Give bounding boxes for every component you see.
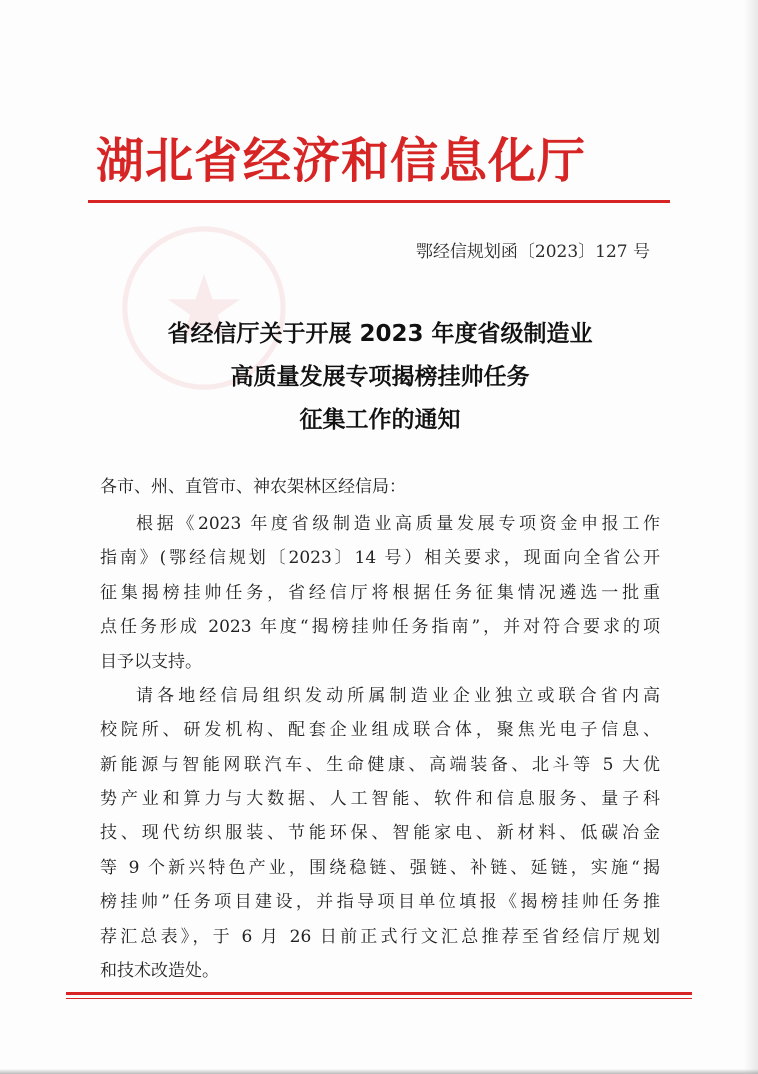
body-line: 和技术改造处。 (100, 961, 219, 981)
body-line: 指南》(鄂经信规划〔2023〕14 号）相关要求，现面向全省公开 (100, 548, 660, 569)
page-edge-shadow (744, 0, 758, 1074)
document-title-line-2: 高质量发展专项揭榜挂帅任务 (230, 364, 530, 390)
body-line: 根据《2023 年度省级制造业高质量发展专项资金申报工作 (136, 514, 660, 534)
body-line: 荐汇总表》，于 6 月 26 日前正式行文汇总推荐至省经信厅规划 (100, 926, 660, 947)
body-line: 请各地经信局组织发动所属制造业企业独立或联合省内高 (136, 685, 660, 706)
body-line: 目予以支持。 (100, 651, 202, 672)
body-line: 点任务形成 2023 年度“揭榜挂帅任务指南”，并对符合要求的项 (100, 617, 660, 638)
page-bottom-edge (0, 1069, 758, 1074)
document-number: 鄂经信规划函〔2023〕127 号 (415, 242, 650, 262)
letterhead-org-name: 湖北省经济和信息化厅 (96, 133, 587, 189)
body-line: 榜挂帅”任务项目建设，并指导项目单位填报《揭榜挂帅任务推 (100, 892, 660, 913)
salutation: 各市、州、直管市、神农架林区经信局： (100, 477, 406, 497)
body-line: 征集揭榜挂帅任务，省经信厅将根据任务征集情况遴选一批重 (100, 582, 660, 603)
body-line: 等 9 个新兴特色产业，围绕稳链、强链、补链、延链，实施“揭 (100, 857, 660, 878)
document-title-line-3: 征集工作的通知 (299, 407, 461, 433)
body-line: 势产业和算力与大数据、人工智能、软件和信息服务、量子科 (100, 789, 660, 810)
body-line: 技、现代纺织服装、节能环保、智能家电、新材料、低碳冶金 (100, 823, 660, 844)
body-line: 新能源与智能网联汽车、生命健康、高端装备、北斗等 5 大优 (100, 754, 660, 775)
footer-red-rule-thin (66, 998, 692, 999)
footer-red-rule (66, 992, 692, 995)
letterhead-red-rule (88, 200, 670, 203)
body-line: 校院所、研发机构、配套企业组成联合体，聚焦光电子信息、 (100, 720, 660, 741)
document-title-line-1: 省经信厅关于开展 2023 年度省级制造业 (167, 321, 593, 347)
